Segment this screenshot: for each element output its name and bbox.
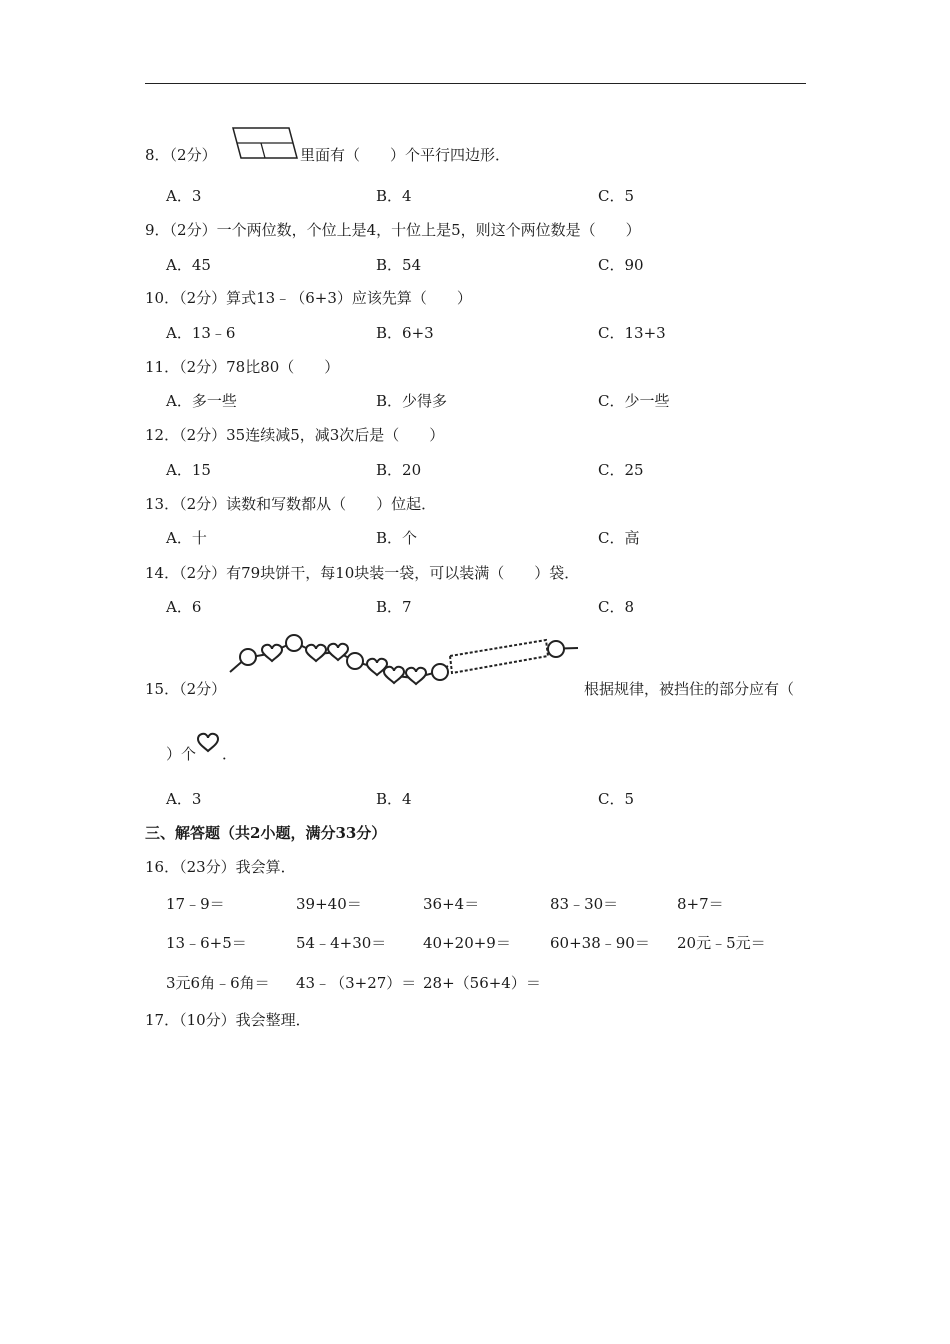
question-15-cont-a: ）个: [166, 745, 197, 763]
header-rule: [145, 83, 806, 84]
bead-pattern-figure: [228, 628, 580, 692]
question-8-number: 8．（2分）: [145, 146, 217, 164]
section-3-title: 三、解答题（共2小题，满分33分）: [145, 824, 387, 842]
q15-option-b[interactable]: B．4: [376, 790, 412, 808]
calc-item: 40+20+9＝: [423, 934, 511, 952]
question-14-text: 14．（2分）有79块饼干，每10块装一袋，可以装满（ ）袋．: [145, 564, 580, 582]
question-15-number: 15．（2分）: [145, 680, 227, 698]
calc-item: 20元﹣5元＝: [677, 934, 766, 952]
q8-option-b[interactable]: B．4: [376, 187, 412, 205]
heart-icon: [196, 732, 220, 754]
q14-option-b[interactable]: B．7: [376, 598, 412, 616]
q12-option-b[interactable]: B．20: [376, 461, 422, 479]
question-15-text: 根据规律，被挡住的部分应有（: [584, 680, 795, 698]
question-8-text: 里面有（ ）个平行四边形．: [300, 146, 511, 164]
q8-option-c[interactable]: C．5: [598, 187, 635, 205]
calc-item: 8+7＝: [677, 895, 724, 913]
question-9-text: 9．（2分）一个两位数，个位上是4，十位上是5，则这个两位数是（ ）: [145, 221, 641, 239]
q15-option-c[interactable]: C．5: [598, 790, 635, 808]
q13-option-b[interactable]: B．个: [376, 529, 418, 547]
question-11-text: 11．（2分）78比80（ ）: [145, 358, 340, 376]
parallelogram-figure: [231, 126, 299, 160]
q11-option-b[interactable]: B．少得多: [376, 392, 448, 410]
calc-item: 83﹣30＝: [550, 895, 619, 913]
calc-item: 36+4＝: [423, 895, 480, 913]
q10-option-c[interactable]: C．13+3: [598, 324, 666, 342]
q14-option-a[interactable]: A．6: [166, 598, 202, 616]
q11-option-c[interactable]: C．少一些: [598, 392, 670, 410]
q11-option-a[interactable]: A．多一些: [166, 392, 237, 410]
calc-item: 28+（56+4）＝: [423, 974, 541, 992]
question-12-text: 12．（2分）35连续减5，减3次后是（ ）: [145, 426, 445, 444]
q10-option-a[interactable]: A．13﹣6: [166, 324, 236, 342]
q13-option-a[interactable]: A．十: [166, 529, 207, 547]
q9-option-b[interactable]: B．54: [376, 256, 422, 274]
calc-item: 43﹣（3+27）＝: [296, 974, 417, 992]
q9-option-a[interactable]: A．45: [166, 256, 211, 274]
q15-option-a[interactable]: A．3: [166, 790, 202, 808]
calc-item: 60+38﹣90＝: [550, 934, 650, 952]
question-8: [145, 145, 217, 165]
q12-option-a[interactable]: A．15: [166, 461, 211, 479]
calc-item: 13﹣6+5＝: [166, 934, 247, 952]
question-16-text: 16．（23分）我会算．: [145, 858, 296, 876]
q9-option-c[interactable]: C．90: [598, 256, 644, 274]
calc-item: 3元6角﹣6角＝: [166, 974, 270, 992]
calc-item: 54﹣4+30＝: [296, 934, 387, 952]
question-15-cont-b: ．: [222, 745, 238, 763]
q10-option-b[interactable]: B．6+3: [376, 324, 434, 342]
question-10-text: 10．（2分）算式13﹣（6+3）应该先算（ ）: [145, 289, 472, 307]
q14-option-c[interactable]: C．8: [598, 598, 635, 616]
q12-option-c[interactable]: C．25: [598, 461, 644, 479]
question-17-text: 17．（10分）我会整理．: [145, 1011, 311, 1029]
q8-option-a[interactable]: A．3: [166, 187, 202, 205]
calc-item: 17﹣9＝: [166, 895, 225, 913]
question-13-text: 13．（2分）读数和写数都从（ ）位起．: [145, 495, 437, 513]
q13-option-c[interactable]: C．高: [598, 529, 640, 547]
calc-item: 39+40＝: [296, 895, 362, 913]
